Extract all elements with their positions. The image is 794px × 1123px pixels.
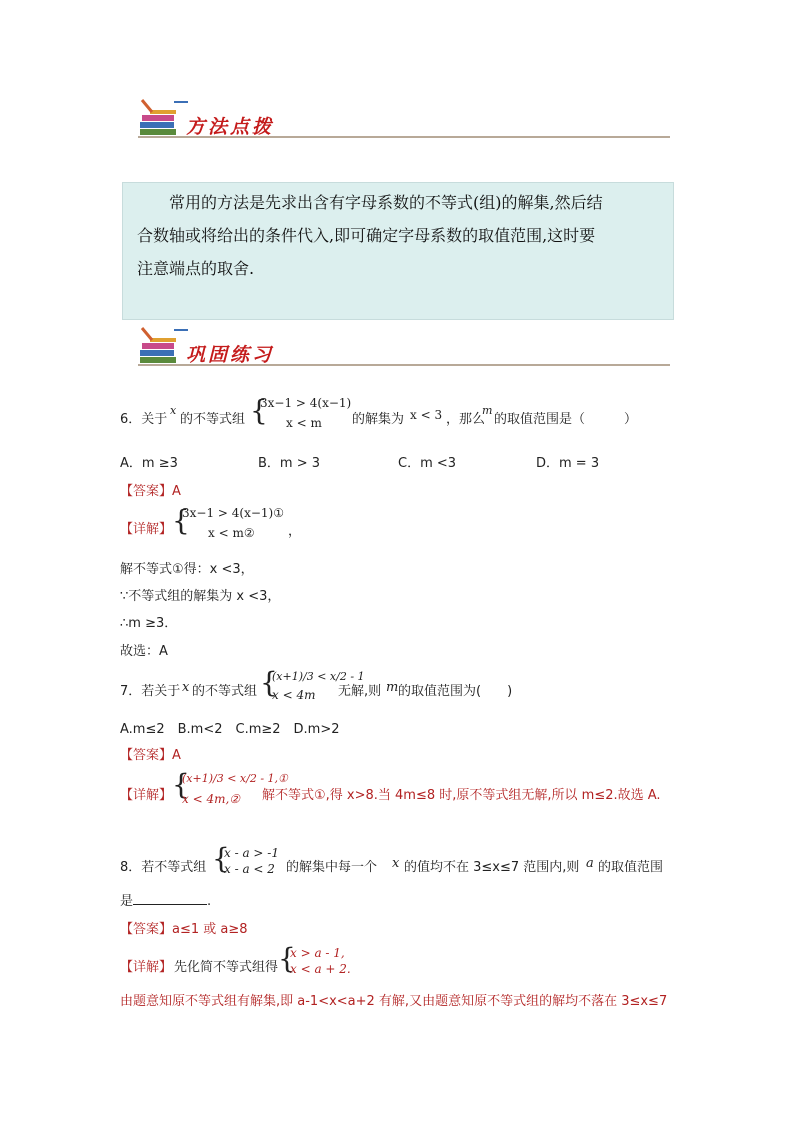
q6-eq2: x < m xyxy=(286,416,322,430)
q7-detail xyxy=(120,770,680,810)
q7-tail2: 的取值范围为( ) xyxy=(398,684,513,699)
q8-tail2: 的值均不在 3≤x≤7 范围内,则 xyxy=(404,860,580,875)
section-header-practice xyxy=(138,326,670,368)
q7-eq2: x < 4m xyxy=(272,688,316,702)
q8-detail-brace: { xyxy=(278,942,296,975)
q6-step-3: ∴m ≥3． xyxy=(120,616,178,631)
answer-label: 【答案】 xyxy=(120,922,173,937)
q8-brace: { xyxy=(212,842,230,875)
q8-detail xyxy=(120,942,680,982)
q6-var: x xyxy=(170,404,177,417)
q8-detail-eq1: x > a - 1, xyxy=(290,946,345,960)
detail-label: 【详解】 xyxy=(120,522,173,537)
q6-step-1: 解不等式①得：x <3， xyxy=(120,562,254,577)
q7-eq1: (x+1)/3 < x/2 - 1 xyxy=(272,670,365,683)
q8-var: x xyxy=(392,856,400,871)
q6-options xyxy=(120,452,680,470)
question-6 xyxy=(120,396,680,436)
q7-tail: 无解,则 xyxy=(338,684,382,699)
tip-line-3: 注意端点的取舍. xyxy=(137,259,255,278)
q7-detail-eq2: x < 4m,② xyxy=(182,792,241,806)
q8-prefix: 8．若不等式组 xyxy=(120,860,207,875)
books-pencil-icon xyxy=(138,98,188,138)
q8-var2: a xyxy=(586,856,594,871)
answer-label: 【答案】 xyxy=(120,484,173,499)
q7-detail-eq1: (x+1)/3 < x/2 - 1,① xyxy=(182,772,288,785)
q8-last-line: 由题意知原不等式组有解集,即 a-1<x<a+2 有解,又由题意知原不等式组的解均不落在 3≤x≤7 xyxy=(120,994,668,1009)
answer-value: a≤1 或 a≥8 xyxy=(172,922,248,937)
question-7 xyxy=(120,666,680,706)
q6-detail-brace: { xyxy=(172,504,190,537)
q6-step-2: ∵不等式组的解集为 x <3， xyxy=(120,589,281,604)
answer-value: A xyxy=(172,484,181,499)
q6-cond: x < 3 xyxy=(410,408,443,422)
q6-after: 的解集为 xyxy=(352,412,405,427)
method-tip-box xyxy=(122,182,674,320)
q6-option-d: D．m = 3 xyxy=(536,456,600,471)
q6-tail: 的取值范围是（ ） xyxy=(494,412,638,427)
answer-label: 【答案】 xyxy=(120,748,173,763)
books-pencil-icon xyxy=(138,326,188,366)
tip-text xyxy=(123,183,673,285)
q6-after2: ，那么 xyxy=(446,412,486,427)
q6-eq1: 3x−1 > 4(x−1) xyxy=(260,396,352,410)
q6-detail-eq1: 3x−1 > 4(x−1)① xyxy=(182,506,284,520)
detail-label: 【详解】 xyxy=(120,788,173,803)
q8-eq1: x - a > -1 xyxy=(224,846,279,860)
q8-answer xyxy=(120,918,248,937)
q7-brace: { xyxy=(260,666,278,699)
q6-brace: { xyxy=(250,394,268,427)
q7-detail-text: 解不等式①,得 x>8.当 4m≤8 时,原不等式组无解,所以 m≤2.故选 A. xyxy=(262,788,661,803)
q7-answer xyxy=(120,744,181,763)
q8-tail3: 的取值范围 xyxy=(598,860,664,875)
q8-detail-start: 先化简不等式组得 xyxy=(174,960,279,975)
q6-answer xyxy=(120,480,181,499)
q7-options: A.m≤2 B.m<2 C.m≥2 D.m>2 xyxy=(120,722,340,737)
q6-var2: m xyxy=(482,404,493,417)
q6-detail-eq2: x < m② xyxy=(208,526,255,540)
q8-line2-end: . xyxy=(207,894,212,909)
tip-line-2: 合数轴或将给出的条件代入,即可确定字母系数的取值范围,这时要 xyxy=(137,226,596,245)
q8-line2-start: 是 xyxy=(120,894,134,909)
q6-detail xyxy=(120,506,420,546)
q8-line-2 xyxy=(120,890,211,909)
detail-label: 【详解】 xyxy=(120,960,173,975)
q8-tail: 的解集中每一个 xyxy=(286,860,378,875)
q6-option-a: A．m ≥3 xyxy=(120,456,178,471)
tip-line-1: 常用的方法是先求出含有字母系数的不等式(组)的解集,然后结 xyxy=(169,193,603,212)
q7-var: x xyxy=(182,680,190,695)
q7-prefix: 7．若关于 xyxy=(120,684,181,699)
q6-detail-comma: ， xyxy=(288,524,302,539)
q6-option-c: C．m <3 xyxy=(398,456,457,471)
section-title-practice: 巩固练习 xyxy=(186,344,275,366)
q6-step-4: 故选：A xyxy=(120,644,168,659)
answer-blank xyxy=(133,892,207,905)
q7-detail-brace: { xyxy=(172,768,190,801)
q6-option-b: B．m > 3 xyxy=(258,456,321,471)
q6-mid: 的不等式组 xyxy=(180,412,246,427)
answer-value: A xyxy=(172,748,181,763)
q6-prefix: 6．关于 xyxy=(120,412,168,427)
q7-mid: 的不等式组 xyxy=(192,684,258,699)
q7-var2: m xyxy=(386,680,399,695)
section-title-method: 方法点拨 xyxy=(186,116,275,138)
q8-detail-eq2: x < a + 2. xyxy=(290,962,351,976)
question-8 xyxy=(120,842,680,882)
q8-eq2: x - a < 2 xyxy=(224,862,275,876)
section-header-method xyxy=(138,98,670,140)
